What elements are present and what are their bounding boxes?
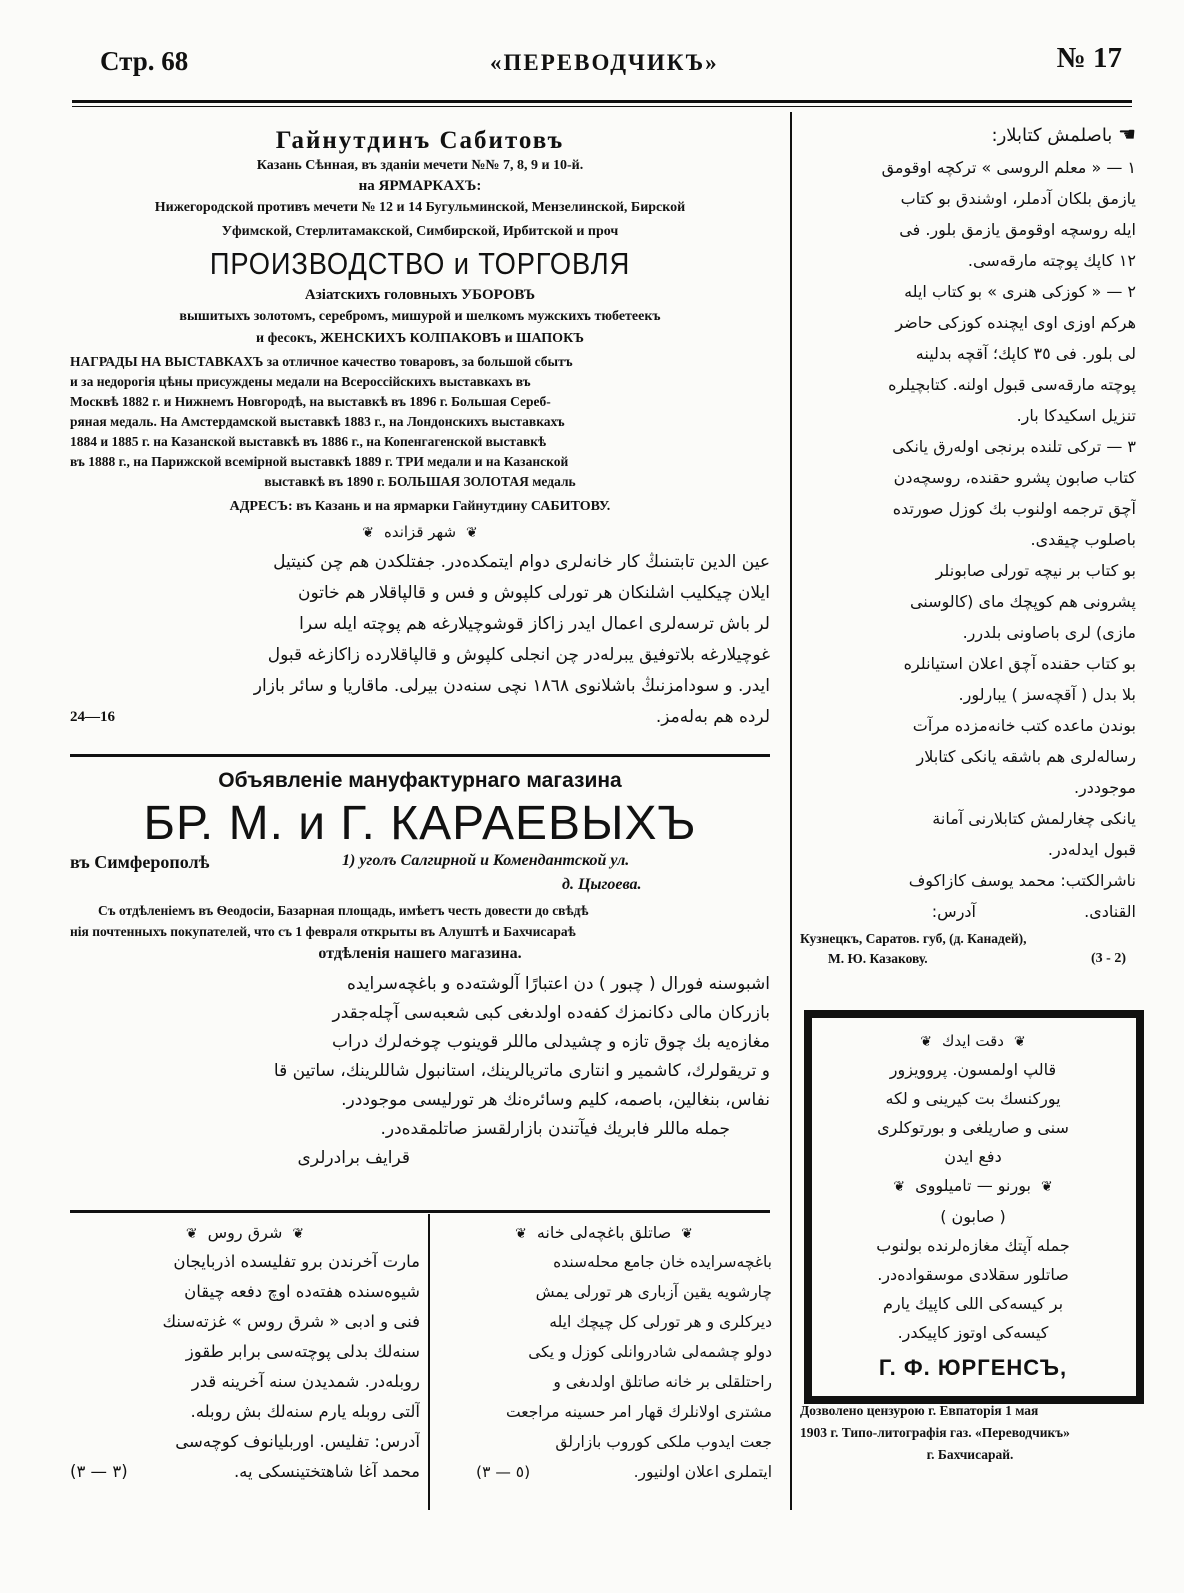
ad-garden-line: جعت ايدوب ملكى كوروب بازارلق — [555, 1433, 772, 1451]
books-publisher-row — [800, 896, 1136, 927]
ad-karaev-address1: 1) уголъ Салгирной и Комендантской ул. — [342, 852, 630, 869]
ad-jurgens-line: صاتلور سقلادى موسقوادەدر. — [877, 1265, 1069, 1284]
ad-sabitov-tatar-last: لردە هم بەلەمز. — [655, 707, 770, 727]
ad-sabitov-tatar-heading: شهر قزانده — [383, 523, 457, 541]
ad-karaev-tatar-text — [70, 970, 770, 1173]
ad-sharq-line: سنەلك بدلى پوچتەسى برابر طقوز — [185, 1342, 420, 1361]
ad-sabitov-fairs-1: Нижегородской противъ мечети № 12 и 14 Бугульминской, Мензелинской, Бирской — [154, 200, 686, 215]
ad-jurgens-line: سنى و صاريلغى و بورتوكلرى — [877, 1118, 1069, 1137]
ad-garden-heading: صاتلق باغچەلى خانە — [536, 1223, 672, 1242]
books-line: تنزيل اسكيدكا بار. — [1016, 406, 1136, 425]
ad-sabitov-last-row — [70, 702, 770, 733]
ad-sharq-line: آلتى روبلە يارم سنەلك بش روبلە. — [190, 1402, 420, 1421]
ad-sharq-line: محمد آغا شاهتختينسكى يە. — [233, 1462, 420, 1481]
ad-garden-heading-wrap — [436, 1220, 772, 1247]
books-line: قبول ايدلەدر. — [1047, 840, 1136, 859]
ad-garden-last-row — [436, 1457, 772, 1487]
books-ad — [800, 118, 1136, 977]
books-item — [800, 276, 1136, 431]
ad-sharq-line: شيوەسندە هفتەدە اوچ دفعە چيقان — [184, 1282, 420, 1301]
page-number: Стр. 68 — [100, 46, 189, 76]
ad-karaev-tatar-line: و تريقولرك، كاشمير و انتارى ماتريالرينك، استانبول شاللرينك، ساتين قا — [273, 1061, 770, 1081]
header-rule-thin — [72, 106, 1132, 107]
books-line: مازى) لرى باصاونى بلدرر. — [962, 623, 1136, 642]
ad-sabitov-tatar-line: ايلان چيكليب اشلنكان هر تورلى كلپوش و فس و قالپاقلار هم خاتون — [297, 583, 770, 603]
ad-garden-line: چارشويە يقين آزبارى هر تورلى يمش — [535, 1283, 772, 1301]
ad-sabitov-award-line: НАГРАДЫ НА ВЫСТАВКАХЪ за отличное качество товаровъ, за большой сбытъ — [70, 354, 573, 369]
ad-sabitov-address: АДРЕСЪ: въ Казань и на ярмарки Гайнутдину САБИТОВУ. — [229, 499, 611, 514]
ad-garden-house — [436, 1220, 772, 1487]
ad-jurgens-product: بورنو — تاميلووى — [915, 1176, 1031, 1195]
ornament-icon: ❦ — [185, 1226, 198, 1242]
books-line: باصلوب چيقدى. — [1030, 530, 1136, 549]
pointing-hand-icon: ☚ — [1118, 122, 1136, 146]
ornament-icon: ❦ — [515, 1226, 527, 1242]
books-line: بو كتاب بر نيچە تورلى صابونلر — [935, 561, 1136, 580]
ad-sabitov-tatar-line: لر باش ترسەلرى اعمال ايدر زاكاز قوشوچيلارغە هم پوچتە ايلە سرا — [299, 614, 770, 634]
ad-sharq-series: (٣ — ٣) — [70, 1462, 128, 1481]
ad-jurgens-heading: دقت ايدك — [942, 1032, 1004, 1050]
books-line: موجوددر. — [1073, 778, 1136, 797]
books-address-label: آدرس: — [931, 902, 976, 921]
ad-jurgens-heading-wrap — [822, 1028, 1124, 1055]
ad-jurgens-line: جملە آپتك مغازەلرندە بولنوب — [876, 1236, 1070, 1255]
ad-sabitov-subtitle: Азіатскихъ головныхъ УБОРОВЪ — [304, 287, 536, 303]
books-address-ru-2: М. Ю. Казакову. — [828, 951, 928, 966]
ornament-icon: ❦ — [681, 1226, 693, 1242]
ad-jurgens-line: يوركنسك بت كيرينى و لكە — [885, 1089, 1061, 1108]
ad-sabitov-desc-1: вышитыхъ золотомъ, серебромъ, мишурой и шелкомъ мужскихъ тюбетеекъ — [179, 309, 661, 324]
ad-karaev-city: въ Симферополѣ — [70, 852, 210, 872]
ad-sabitov-address-line: Казань Сѣнная, въ зданіи мечети №№ 7, 8, 9 и 10-й. — [256, 158, 584, 173]
books-heading-row — [800, 118, 1136, 152]
ad-karaev-tatar-line: اشبوسنە فورال ( چبور ) دن اعتبارًا آلوشتەدە و باغچەسرايدە — [346, 974, 770, 994]
ad-karaev-address-row — [70, 876, 770, 900]
ornament-icon: ❦ — [362, 525, 374, 541]
ad-sabitov-name: Гайнутдинъ Сабитовъ — [275, 127, 565, 154]
ad-sabitov-award-line: выставкѣ въ 1890 г. БОЛЬШАЯ ЗОЛОТАЯ медаль — [264, 474, 576, 489]
books-line: ١ — « معلم الروسى » تركچە اوقومق — [881, 158, 1136, 177]
censor-line: Дозволено цензурою г. Евпаторія 1 мая — [800, 1403, 1039, 1418]
ad-karaev-notice-1: Съ отдѣленіемъ въ Ѳеодосіи, Базарная площадь, имѣетъ честь довести до свѣдѣ — [98, 903, 589, 918]
column-divider — [428, 1214, 430, 1510]
ornament-icon: ❦ — [1040, 1179, 1053, 1195]
books-publisher-2: القنادى. — [1084, 902, 1136, 921]
ad-garden-series: (٥ — ٣) — [476, 1463, 531, 1481]
ad-sabitov-production: ПРОИЗВОДСТВО и ТОРГОВЛЯ — [209, 246, 631, 281]
ad-jurgens-line: قالپ اولمسون. پروويزور — [889, 1060, 1057, 1079]
books-line: بلا بدل ( آقچەسز ) يبارلور. — [958, 685, 1136, 704]
books-item — [800, 431, 1136, 555]
books-line: ايلە روسچە اوقومق يازمق بلور. فى — [899, 220, 1136, 239]
books-line: پشرونى هم كوپچك ماى (كالوسنى — [909, 592, 1136, 611]
books-address-ru-1: Кузнецкъ, Саратов. губ, (д. Канадей), — [800, 931, 1027, 946]
ad-sharq-heading-wrap — [70, 1220, 420, 1247]
censor-line: г. Бахчисарай. — [926, 1447, 1014, 1462]
ad-garden-text — [436, 1247, 772, 1487]
ad-karaev — [70, 766, 770, 1173]
ad-sharq-line: فنى و ادبى « شرق روس » غزتەسنك — [162, 1312, 420, 1331]
ad-jurgens-product-row — [822, 1171, 1124, 1202]
ad-garden-line: راحتلقلى بر خانە صاتلق اولدىغى و — [553, 1373, 772, 1391]
ad-sabitov-tatar-heading-wrap — [70, 520, 770, 545]
books-line: ٣ — تركى تلندە برنجى اولەرق يانكى — [892, 437, 1136, 456]
books-item — [800, 803, 1136, 865]
newspaper-title: «ПЕРЕВОДЧИКЪ» — [490, 50, 719, 75]
ad-garden-line: ديركلرى و هر تورلى كل چيچك ايلە — [549, 1313, 772, 1331]
ornament-icon: ❦ — [920, 1034, 933, 1050]
books-heading: باصلمش كتابلار: — [991, 125, 1113, 146]
ad-sabitov-award-line: ряная медаль. На Амстердамской выставкѣ 1883 г., на Лондонскихъ выставкахъ — [70, 414, 565, 429]
ad-karaev-tatar-line: جملە ماللر فابريك فيآتندن بازارلقسز صاتلمقدەدر. — [380, 1119, 730, 1139]
ad-karaev-name: БР. М. и Г. КАРАЕВЫХЪ — [143, 797, 697, 850]
ad-sabitov-desc-2: и фесокъ, ЖЕНСКИХЪ КОЛПАКОВЪ и ШАПОКЪ — [256, 331, 584, 346]
books-item — [800, 710, 1136, 803]
censor-line: 1903 г. Типо-литографія газ. «Переводчикъ» — [800, 1425, 1070, 1440]
ad-sharq-line: آدرس: تفليس. اوربليانوف كوچەسى — [175, 1432, 420, 1451]
books-item — [800, 555, 1136, 648]
ad-sabitov-tatar-line: عين الدين تابتىنىڭ كار خانەلرى دوام ايتمكدەدر. جفتلكدن هم چن كنيتيل — [273, 552, 770, 572]
ad-karaev-tatar-line: بازركان مالى دكانمزك كفەدە اولدىغى كبى شعبەسى آچلەجقدر — [332, 1003, 770, 1023]
books-series: (3 - 2) — [1091, 951, 1126, 966]
ad-jurgens-line: دفع ايدن — [944, 1147, 1002, 1166]
ad-jurgens-name: Г. Ф. ЮРГЕНСЪ, — [878, 1355, 1068, 1380]
books-list — [800, 152, 1136, 927]
books-line: ٢ — « كوزكى هنرى » بو كتاب ايلە — [904, 282, 1136, 301]
censor-note — [800, 1400, 1140, 1466]
ad-sabitov-series: 24—16 — [70, 709, 115, 725]
books-line: هركم اوزى اوى ايچندە كوزكى حاضر — [895, 313, 1136, 332]
ad-garden-line: ايتملرى اعلان اولنيور. — [633, 1463, 772, 1481]
ornament-icon: ❦ — [292, 1226, 305, 1242]
ad-karaev-address2: д. Цыгоева. — [562, 876, 642, 893]
ad-sabitov-award-line: Москвѣ 1882 г. и Нижнемъ Новгородѣ, на выставкѣ въ 1896 г. Большая Сереб- — [70, 394, 551, 409]
ad-sabitov-tatar-line: ايدر. و سودامزنىڭ باشلانوى ١٨٦٨ نچى سنەدن بيرلى. ماقاريا و سائر بازار — [253, 676, 770, 696]
section-rule — [70, 1210, 770, 1213]
ad-karaev-signature: قرايف برادرلرى — [297, 1148, 410, 1168]
ad-garden-line: باغچەسرايدە خان جامع محلەسندە — [553, 1253, 772, 1271]
ad-garden-line: مشترى اولانلرك قهار امر حسينە مراجعت — [506, 1403, 772, 1421]
ad-sabitov-awards — [70, 352, 770, 492]
books-item — [800, 152, 1136, 276]
ad-sharq-line: روبلەدر. شمديدن سنە آخرينە قدر — [191, 1372, 420, 1391]
ad-jurgens — [822, 1028, 1124, 1385]
ad-sabitov-tatar-line: غوچيلارغە بلاتوفيق يبرلەدر چن انجلى كلپوش و قالپاقلاردە زاكازغە قبول — [267, 645, 770, 665]
books-line: بوندن ماعدە كتب خانەمزدە مرآت — [912, 716, 1136, 735]
ad-jurgens-line: بر كيسەكى اللى كاپيك يارم — [882, 1294, 1064, 1313]
ad-karaev-branches: отдѣленія нашего магазина. — [318, 945, 522, 962]
books-line: ١٢ كاپك پوچتە مارقەسى. — [967, 251, 1136, 270]
ad-sharq-heading: شرق روس — [207, 1223, 283, 1242]
ornament-icon: ❦ — [893, 1179, 906, 1195]
ad-karaev-city-row — [70, 852, 770, 876]
ad-karaev-heading: Объявленіе мануфактурнаго магазина — [218, 769, 622, 792]
ad-sharq-text — [70, 1247, 420, 1487]
ad-karaev-notice-2: нія почтенныхъ покупателей, что съ 1 февраля открыты въ Алуштѣ и Бахчисараѣ — [70, 924, 576, 939]
books-address-row — [800, 951, 1136, 977]
books-item — [800, 648, 1136, 710]
books-line: آچق ترجمە اولنوب بك كوزل صورتدە — [892, 499, 1136, 518]
section-rule — [70, 754, 770, 757]
column-divider — [790, 112, 792, 1510]
ad-sharq-line: مارت آخرندن برو تفليسدە اذربايجان — [173, 1252, 420, 1271]
ad-sabitov-tatar-text — [70, 547, 770, 733]
ad-garden-line: دولو چشمەلى شادروانلى كوزل و يكى — [528, 1343, 772, 1361]
ad-sabitov-fairs-2: Уфимской, Стерлитамакской, Симбирской, Ирбитской и проч — [221, 224, 619, 239]
ad-karaev-tatar-line: نفاس، بنغالين، باصمە، كليم وسائرەنك هر تورليسى موجوددر. — [341, 1090, 770, 1110]
ad-jurgens-product-2: ( صابون ) — [940, 1207, 1006, 1226]
header-rule — [72, 100, 1132, 103]
ad-sabitov — [70, 126, 770, 733]
books-line: رسالەلرى هم باشقە يانكى كتابلار — [916, 747, 1136, 766]
ad-sabitov-fairs-heading: на ЯРМАРКАХЪ: — [358, 178, 482, 194]
ad-jurgens-line: كيسەكى اوتوز كاپيكدر. — [897, 1323, 1049, 1342]
books-line: يانكى چغارلمش كتابلارنى آمانة — [932, 809, 1136, 828]
ornament-icon: ❦ — [466, 525, 478, 541]
issue-number: № 17 — [1056, 42, 1122, 74]
ad-sharq — [70, 1220, 420, 1487]
ad-sabitov-award-line: въ 1888 г., на Парижской всемірной выставкѣ 1889 г. ТРИ медали и на Казанской — [70, 454, 569, 469]
ornament-icon: ❦ — [1013, 1034, 1026, 1050]
ad-karaev-tatar-line: مغازەيە بك چوق تازە و چشيدلى ماللر قوينوب چوخەلرك دراب — [332, 1032, 770, 1052]
ad-sabitov-award-line: 1884 и 1885 г. на Казанской выставкѣ въ 1886 г., на Копенгагенской выставкѣ — [70, 434, 547, 449]
page-header — [100, 42, 1122, 82]
ad-jurgens-text — [822, 1055, 1124, 1347]
books-publisher: ناشرالكتب: محمد يوسف كازاكوف — [908, 871, 1136, 890]
books-line: كتاب صابون پشرو حقندە، روسچەدن — [893, 468, 1136, 487]
ad-sharq-last-row — [70, 1457, 420, 1487]
books-line: پوچتە مارقەسى قبول اولنە. كتابچيلرە — [888, 375, 1136, 394]
books-line: بو كتاب حقندە آچق اعلان استيانلرە — [903, 654, 1136, 673]
books-line: لى بلور. فى ٣٥ كاپك؛ آقچە بدلينە — [915, 344, 1136, 363]
ad-sabitov-award-line: и за недорогія цѣны присуждены медали на Всероссійскихъ выставкахъ въ — [70, 374, 531, 389]
books-line: يازمق بلكان آدملر، اوشندق بو كتاب — [900, 189, 1136, 208]
